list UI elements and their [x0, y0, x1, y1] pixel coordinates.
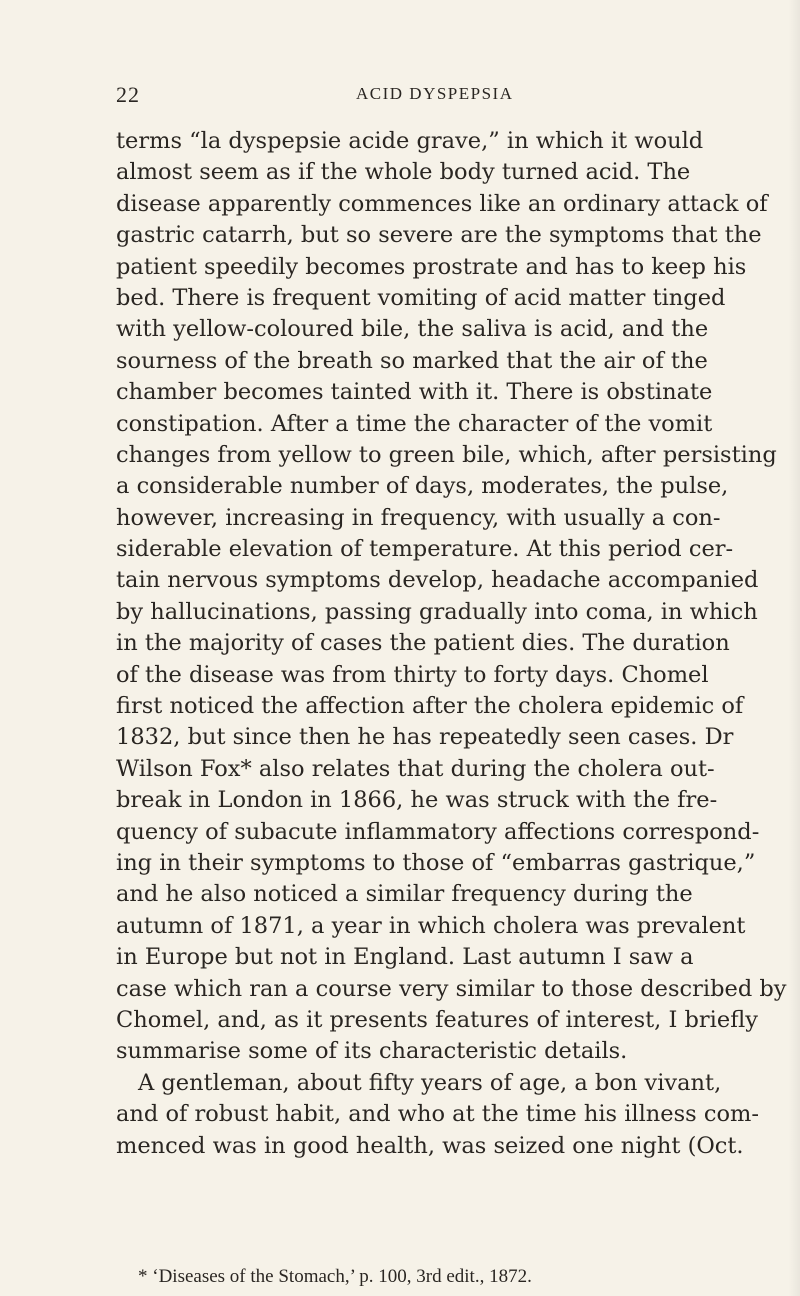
- text-line: Chomel, and, as it presents features of interest, I briefly: [116, 1006, 758, 1033]
- text-line: constipation. After a time the character of the vomit: [116, 410, 713, 437]
- text-line: quency of subacute inflammatory affections correspond-: [116, 818, 760, 845]
- page-header: [116, 82, 686, 112]
- text-line: break in London in 1866, he was struck with the fre-: [116, 787, 718, 814]
- text-line: Wilson Fox* also relates that during the cholera out-: [116, 755, 715, 782]
- text-line: siderable elevation of temperature. At this period cer-: [116, 536, 734, 563]
- text-line: of the disease was from thirty to forty days. Chomel: [116, 661, 709, 688]
- text-line: bed. There is frequent vomiting of acid matter tinged: [116, 284, 726, 311]
- text-line: however, increasing in frequency, with usually a con-: [116, 504, 721, 531]
- text-line: disease apparently commences like an ordinary attack of: [116, 190, 768, 217]
- page-number: 22: [116, 82, 140, 107]
- paragraph-start-line: A gentleman, about fifty years of age, a bon vivant,: [138, 1069, 722, 1096]
- running-head: ACID DYSPEPSIA: [356, 84, 514, 103]
- text-line: in Europe but not in England. Last autumn I saw a: [116, 944, 694, 971]
- text-line: by hallucinations, passing gradually into coma, in which: [116, 598, 758, 625]
- text-line: in the majority of cases the patient dies. The duration: [116, 630, 730, 657]
- text-line: and of robust habit, and who at the time his illness com-: [116, 1101, 759, 1128]
- text-line: summarise some of its characteristic details.: [116, 1038, 628, 1065]
- text-line: menced was in good health, was seized one night (Oct.: [116, 1132, 744, 1159]
- body-text: [116, 126, 791, 1162]
- text-line: 1832, but since then he has repeatedly seen cases. Dr: [116, 724, 734, 751]
- text-line: chamber becomes tainted with it. There is obstinate: [116, 379, 713, 406]
- text-line: terms “la dyspepsie acide grave,” in which it would: [116, 128, 704, 154]
- text-line: sourness of the breath so marked that the air of the: [116, 347, 708, 374]
- text-line: almost seem as if the whole body turned acid. The: [116, 159, 691, 186]
- page-edge-shadow: [788, 0, 800, 1296]
- text-line: changes from yellow to green bile, which, after persisting: [116, 441, 777, 468]
- text-line: with yellow-coloured bile, the saliva is acid, and the: [116, 316, 709, 343]
- text-line: gastric catarrh, but so severe are the symptoms that the: [116, 222, 762, 249]
- text-line: tain nervous symptoms develop, headache accompanied: [116, 567, 759, 594]
- text-line: first noticed the affection after the cholera epidemic of: [116, 693, 744, 720]
- text-line: case which ran a course very similar to those described by: [116, 975, 787, 1002]
- text-line: patient speedily becomes prostrate and has to keep his: [116, 253, 747, 280]
- text-line: and he also noticed a similar frequency during the: [116, 881, 693, 908]
- text-line: a considerable number of days, moderates, the pulse,: [116, 473, 729, 500]
- text-line: autumn of 1871, a year in which cholera was prevalent: [116, 912, 746, 939]
- footnote: * ‘Diseases of the Stomach,’ p. 100, 3rd edit., 1872.: [138, 1266, 532, 1287]
- text-line: ing in their symptoms to those of “embarras gastrique,”: [116, 849, 756, 876]
